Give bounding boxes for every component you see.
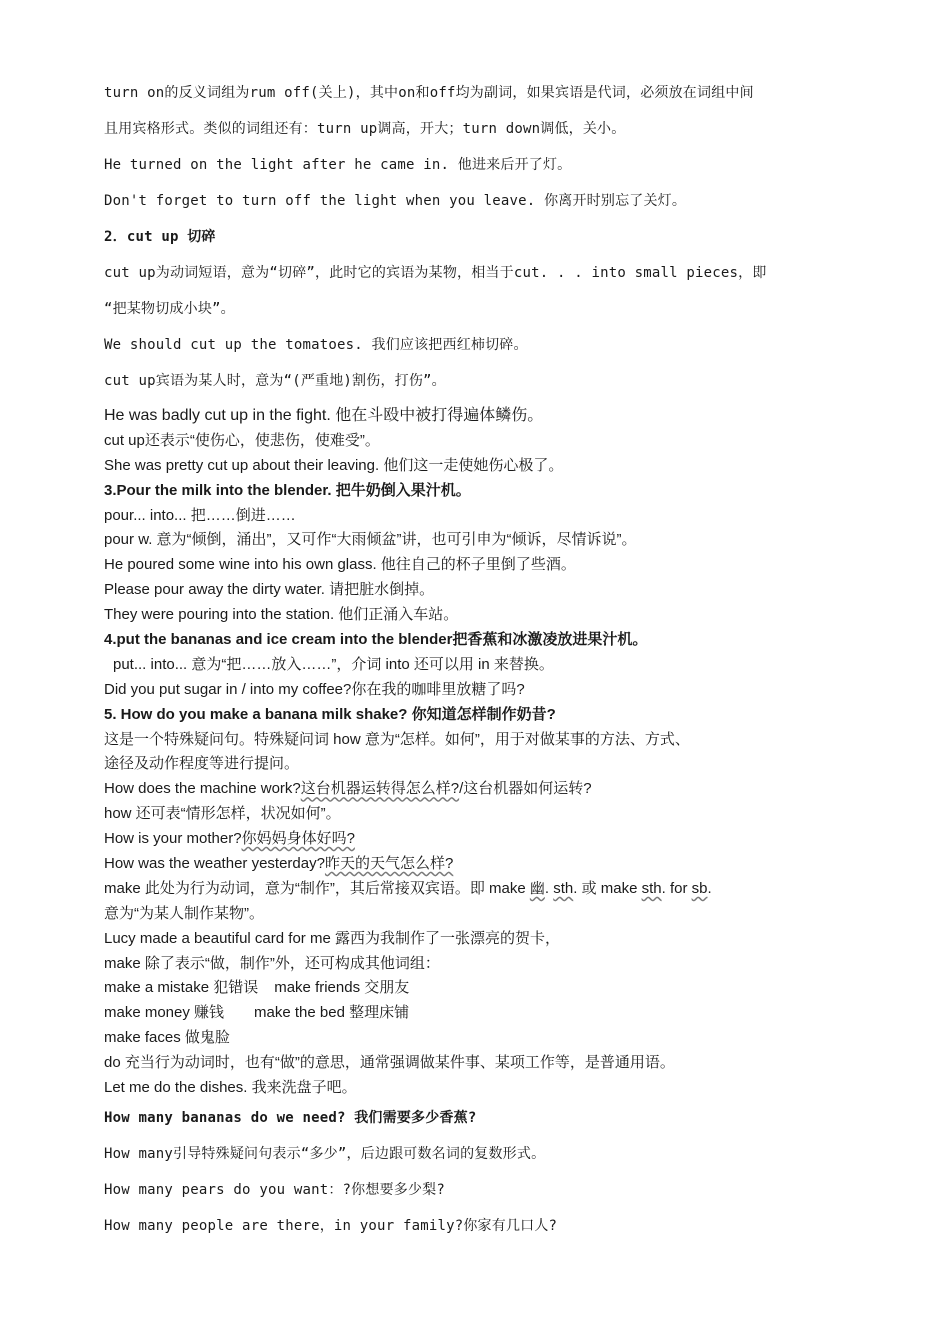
section-how-make bbox=[104, 703, 874, 1101]
translation-text: /这台机器如何运转? bbox=[459, 780, 592, 798]
example-sentence: Let me do the dishes. 我来洗盘子吧。 bbox=[104, 1079, 357, 1097]
english-text: How is your mother? bbox=[104, 830, 242, 848]
example-sentence: Lucy made a beautiful card for me 露西为我制作了一张漂亮的贺卡， bbox=[104, 929, 560, 947]
document-page bbox=[104, 80, 874, 1249]
paragraph: “把某物切成小块”。 bbox=[104, 301, 235, 317]
english-text: How does the machine work? bbox=[104, 780, 301, 798]
text-run: . bbox=[707, 879, 712, 897]
example-sentence: How many pears do you want：?你想要多少梨? bbox=[104, 1181, 446, 1198]
paragraph: 途径及动作程度等进行提问。 bbox=[104, 755, 300, 773]
text-run: 幽 bbox=[529, 879, 545, 897]
paragraph: put... into... 意为“把……放入……”，介词 into 还可以用 in 来替换。 bbox=[113, 655, 554, 673]
text-run: sth bbox=[641, 879, 662, 897]
translation-text: 昨天的天气怎么样? bbox=[324, 855, 454, 873]
paragraph bbox=[104, 877, 874, 902]
paragraph: 这是一个特殊疑问句。特殊疑问词 how 意为“怎样。如何”，用于对做某事的方法、方式、 bbox=[104, 730, 690, 748]
section-heading: 2．cut up 切碎 bbox=[104, 229, 216, 245]
example-sentence: We should cut up the tomatoes. 我们应该把西红柿切碎。 bbox=[104, 337, 528, 353]
phrase: make friends 交朋友 bbox=[274, 979, 410, 997]
paragraph: 意为“为某人制作某物”。 bbox=[104, 904, 264, 922]
example-sentence: He was badly cut up in the fight. 他在斗殴中被打得遍体鳞伤。 bbox=[104, 407, 544, 424]
text-run: . bbox=[544, 879, 554, 897]
paragraph: How many引导特殊疑问句表示“多少”，后边跟可数名词的复数形式。 bbox=[104, 1145, 546, 1162]
paragraph: cut up为动词短语，意为“切碎”，此时它的宾语为某物，相当于cut. . . into small pieces，即 bbox=[104, 265, 767, 281]
section-how-many bbox=[104, 1105, 874, 1249]
text-run: . for bbox=[661, 879, 692, 897]
example-sentence: He poured some wine into his own glass. 他往自己的杯子里倒了些酒。 bbox=[104, 556, 576, 574]
example-sentence: She was pretty cut up about their leaving. 他们这一走使她伤心极了。 bbox=[104, 456, 564, 474]
paragraph: how 还可表“情形怎样，状况如何”。 bbox=[104, 805, 341, 823]
example-sentence: How many people are there，in your family?你家有几口人? bbox=[104, 1217, 558, 1234]
example-sentence: He turned on the light after he came in. 他进来后开了灯。 bbox=[104, 157, 572, 173]
phrase: make a mistake 犯错误 bbox=[104, 979, 259, 997]
section-heading: 5. How do you make a banana milk shake? 你知道怎样制作奶昔? bbox=[104, 705, 556, 723]
paragraph: pour... into... 把……倒进…… bbox=[104, 506, 296, 524]
example-sentence: Please pour away the dirty water. 请把脏水倒掉。 bbox=[104, 581, 435, 599]
text-run: sb bbox=[691, 879, 708, 897]
text-run: . 或 make bbox=[573, 879, 642, 897]
paragraph: do 充当行为动词时，也有“做”的意思，通常强调做某件事、某项工作等，是普通用语。 bbox=[104, 1054, 675, 1072]
section-turn-on bbox=[104, 80, 874, 224]
section-cut-up bbox=[104, 224, 874, 479]
section-put-into bbox=[104, 628, 874, 703]
english-text: How was the weather yesterday? bbox=[104, 855, 325, 873]
example-sentence bbox=[104, 852, 874, 877]
paragraph: cut up还表示“使伤心，使悲伤，使难受”。 bbox=[104, 431, 380, 449]
text-run: sth bbox=[553, 879, 574, 897]
section-heading: 4.put the bananas and ice cream into the blender把香蕉和冰激凌放进果汁机。 bbox=[104, 631, 648, 649]
phrase-pair bbox=[104, 1001, 874, 1026]
paragraph: pour w. 意为“倾倒，涌出”，又可作“大雨倾盆”讲，也可引申为“倾诉，尽情诉说”。 bbox=[104, 531, 637, 549]
section-heading: 3.Pour the milk into the blender. 把牛奶倒入果汁机。 bbox=[104, 481, 471, 499]
paragraph: make 除了表示“做，制作”外，还可构成其他词组： bbox=[104, 954, 440, 972]
section-pour bbox=[104, 479, 874, 628]
paragraph: turn on的反义词组为rum off(关上)，其中on和off均为副词，如果宾语是代词，必须放在词组中间 bbox=[104, 85, 754, 101]
example-sentence bbox=[104, 827, 874, 852]
text-run: make 此处为行为动词，意为“制作”，其后常接双宾语。即 make bbox=[104, 879, 530, 897]
example-sentence bbox=[104, 777, 874, 802]
paragraph: cut up宾语为某人时，意为“(严重地)割伤，打伤”。 bbox=[104, 373, 446, 389]
phrase-pair bbox=[104, 976, 874, 1001]
phrase: make the bed 整理床铺 bbox=[254, 1004, 410, 1022]
example-sentence: Did you put sugar in / into my coffee?你在我的咖啡里放糖了吗? bbox=[104, 680, 525, 698]
section-heading: How many bananas do we need? 我们需要多少香蕉? bbox=[104, 1109, 477, 1126]
phrase: make faces 做鬼脸 bbox=[104, 1029, 230, 1047]
translation-text: 你妈妈身体好吗? bbox=[241, 830, 355, 848]
example-sentence: They were pouring into the station. 他们正涌入车站。 bbox=[104, 606, 459, 624]
example-sentence: Don't forget to turn off the light when you leave. 你离开时别忘了关灯。 bbox=[104, 193, 687, 209]
translation-text: 这台机器运转得怎么样? bbox=[300, 780, 460, 798]
paragraph: 且用宾格形式。类似的词组还有：turn up调高，开大；turn down调低，关小。 bbox=[104, 121, 626, 137]
phrase: make money 赚钱 bbox=[104, 1004, 225, 1022]
